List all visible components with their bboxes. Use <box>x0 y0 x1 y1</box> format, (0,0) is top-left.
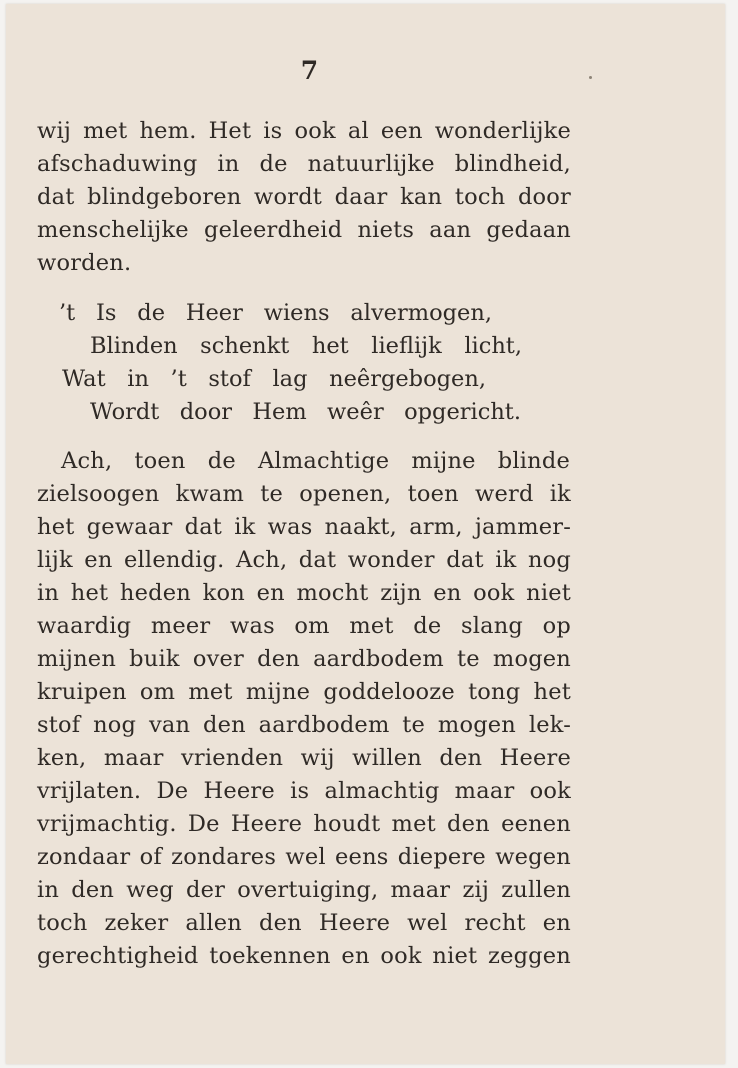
text-line: waardig meer was om met de slang op <box>37 613 571 639</box>
text-line: afschaduwing in de natuurlijke blindheid, <box>37 151 571 177</box>
text-line: mijnen buik over den aardbodem te mogen <box>37 646 571 672</box>
text-line: menschelijke geleerdheid niets aan gedaan <box>37 217 571 243</box>
text-line: gerechtigheid toekennen en ook niet zeggen <box>37 943 571 969</box>
text-line: lijk en ellendig. Ach, dat wonder dat ik nog <box>37 547 571 573</box>
text-line: zondaar of zondares wel eens diepere wegen <box>37 844 571 870</box>
verse-line: ’t Is de Heer wiens alvermogen, <box>59 300 492 326</box>
text-line: in het heden kon en mocht zijn en ook niet <box>37 580 571 606</box>
paper-speck <box>589 76 592 79</box>
text-line: kruipen om met mijne goddelooze tong het <box>37 679 571 705</box>
text-line: dat blindgeboren wordt daar kan toch door <box>37 184 571 210</box>
text-line: stof nog van den aardbodem te mogen lek- <box>37 712 571 738</box>
text-line: vrijmachtig. De Heere houdt met den eenen <box>37 811 571 837</box>
page-number: 7 <box>300 56 319 85</box>
verse-line: Wat in ’t stof lag neêrgebogen, <box>62 366 486 392</box>
text-line: worden. <box>37 250 132 276</box>
verse-line: Wordt door Hem weêr opgericht. <box>90 399 521 425</box>
text-line: het gewaar dat ik was naakt, arm, jammer- <box>37 514 571 540</box>
text-line: ken, maar vrienden wij willen den Heere <box>37 745 571 771</box>
text-line: toch zeker allen den Heere wel recht en <box>37 910 571 936</box>
verse-line: Blinden schenkt het lieflijk licht, <box>90 333 522 359</box>
text-line: vrijlaten. De Heere is almachtig maar ook <box>37 778 571 804</box>
text-line: zielsoogen kwam te openen, toen werd ik <box>37 481 571 507</box>
text-line: wij met hem. Het is ook al een wonderlijke <box>37 118 571 144</box>
book-page <box>6 4 725 1064</box>
text-line: Ach, toen de Almachtige mijne blinde <box>61 448 570 474</box>
text-line: in den weg der overtuiging, maar zij zullen <box>37 877 571 903</box>
